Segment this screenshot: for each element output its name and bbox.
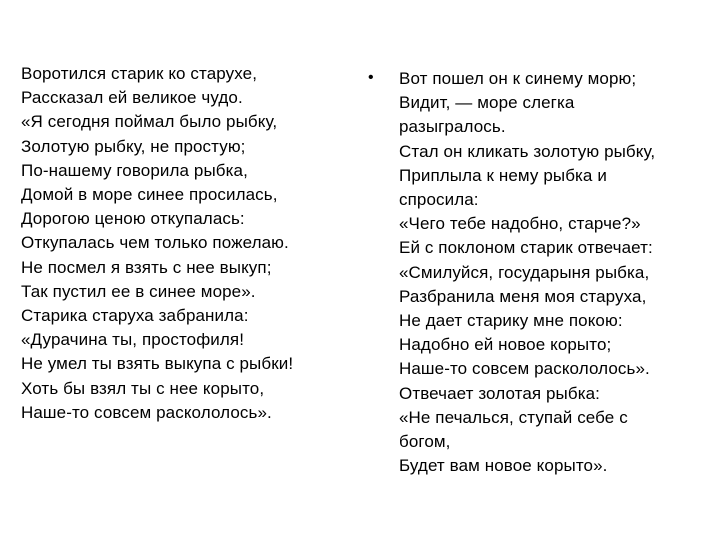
poem-line: Наше-то совсем раскололось». xyxy=(399,359,650,379)
poem-line: богом, xyxy=(399,432,451,452)
poem-line: спросила: xyxy=(399,190,479,210)
poem-line: Дорогою ценою откупалась: xyxy=(21,209,245,229)
poem-line: Рассказал ей великое чудо. xyxy=(21,88,243,108)
poem-line: Хоть бы взял ты с нее корыто, xyxy=(21,378,265,398)
poem-line: Золотую рыбку, не простую; xyxy=(21,136,246,156)
poem-line: Так пустил ее в синее море». xyxy=(21,281,256,301)
poem-line: «Чего тебе надобно, старче?» xyxy=(399,214,641,234)
poem-line: Видит, — море слегка xyxy=(399,93,575,113)
poem-line: «Я сегодня поймал было рыбку, xyxy=(21,112,278,132)
poem-line: Отвечает золотая рыбка: xyxy=(399,383,601,403)
poem-line: Не посмел я взять с нее выкуп; xyxy=(21,257,272,277)
poem-line: Стал он кликать золотую рыбку, xyxy=(399,141,656,161)
poem-line: По-нашему говорила рыбка, xyxy=(21,160,248,180)
poem-line: Надобно ей новое корыто; xyxy=(399,335,612,355)
poem-line: Приплыла к нему рыбка и xyxy=(399,165,607,185)
poem-line: Разбранила меня моя старуха, xyxy=(399,286,647,306)
poem-line: Воротился старик ко старухе, xyxy=(21,64,258,83)
poem-line: Ей с поклоном старик отвечает: xyxy=(399,238,653,258)
bullet-marker: • xyxy=(368,69,374,86)
poem-line: Наше-то совсем раскололось». xyxy=(21,402,272,422)
poem-line: «Смилуйся, государыня рыбка, xyxy=(399,262,650,282)
poem-line: Не умел ты взять выкупа с рыбки! xyxy=(21,354,294,374)
poem-line: «Дурачина ты, простофиля! xyxy=(21,330,245,350)
poem-line: Домой в море синее просилась, xyxy=(21,185,278,205)
poem-line: Вот пошел он к синему морю; xyxy=(399,69,637,88)
left-stanza xyxy=(21,62,341,425)
poem-line: разыгралось. xyxy=(399,117,506,137)
poem-line: Старика старуха забранила: xyxy=(21,306,249,326)
poem-line: «Не печалься, ступай себе с xyxy=(399,407,628,427)
poem-line: Откупалась чем только пожелаю. xyxy=(21,233,289,253)
poem-line: Не дает старику мне покою: xyxy=(399,311,623,331)
poem-line: Будет вам новое корыто». xyxy=(399,456,608,476)
right-stanza xyxy=(399,67,699,478)
